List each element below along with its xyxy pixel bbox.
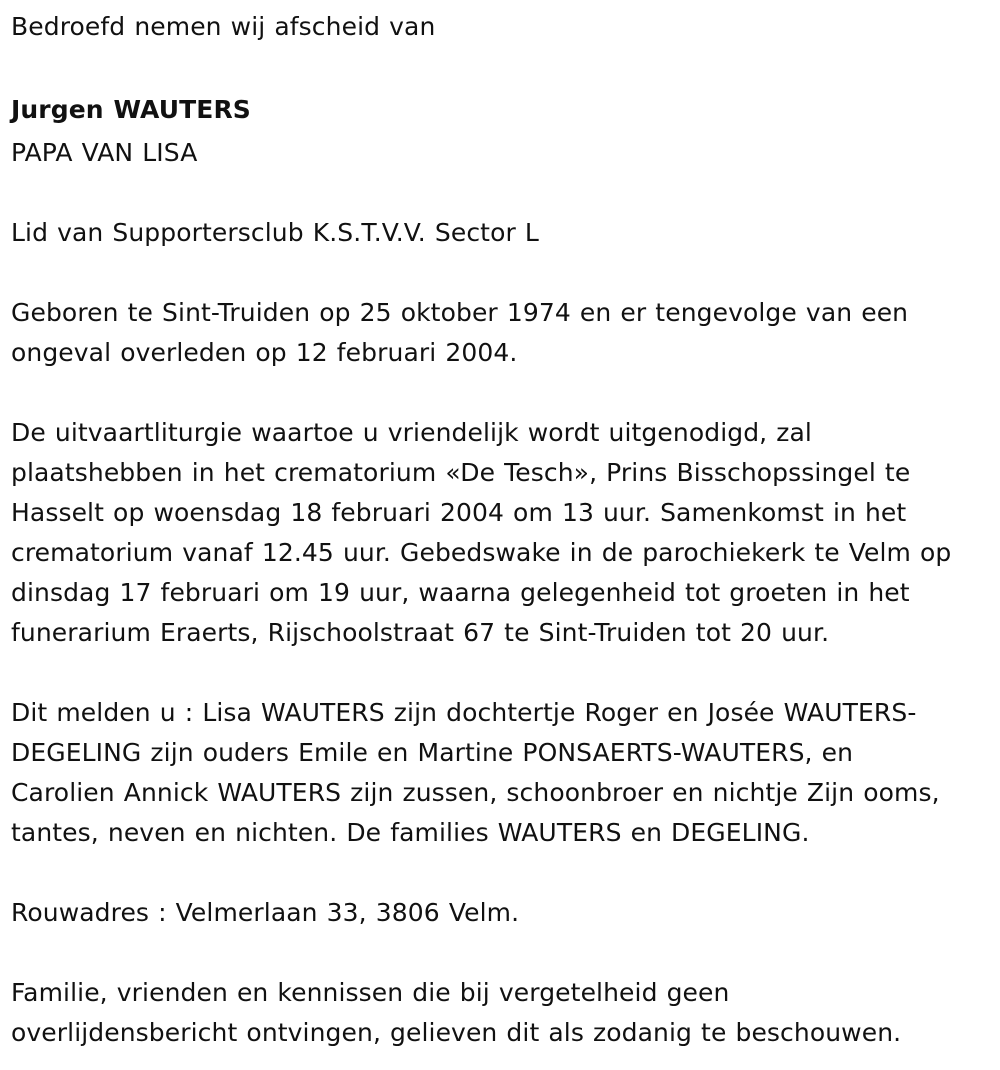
- subtitle-text: PAPA VAN LISA: [11, 138, 198, 167]
- paragraph-line: Carolien Annick WAUTERS zijn zussen, schoonbroer en nichtje Zijn ooms,: [11, 778, 940, 807]
- paragraph-line: Hasselt op woensdag 18 februari 2004 om 13 uur. Samenkomst in het: [11, 498, 907, 527]
- intro-text: Bedroefd nemen wij afscheid van: [11, 12, 436, 41]
- paragraph-line: dinsdag 17 februari om 19 uur, waarna gelegenheid tot groeten in het: [11, 578, 910, 607]
- spacer: [11, 373, 1000, 413]
- paragraph-line: crematorium vanaf 12.45 uur. Gebedswake in de parochiekerk te Velm op: [11, 538, 952, 567]
- deceased-name: Jurgen WAUTERS: [11, 95, 251, 124]
- spacer: [11, 253, 1000, 293]
- funeral-paragraph: [11, 413, 1000, 653]
- announcement-paragraph: [11, 693, 1000, 853]
- spacer: [11, 173, 1000, 213]
- birth-paragraph: [11, 293, 1000, 373]
- closing-paragraph: [11, 973, 1000, 1053]
- paragraph-line: DEGELING zijn ouders Emile en Martine PONSAERTS-WAUTERS, en: [11, 738, 854, 767]
- membership-text: Lid van Supportersclub K.S.T.V.V. Sector L: [11, 218, 539, 247]
- spacer: [11, 653, 1000, 693]
- paragraph-line: tantes, neven en nichten. De families WAUTERS en DEGELING.: [11, 818, 810, 847]
- paragraph-line: Geboren te Sint-Truiden op 25 oktober 1974 en er tengevolge van een: [11, 298, 909, 327]
- paragraph-line: plaatshebben in het crematorium «De Tesch», Prins Bisschopssingel te: [11, 458, 911, 487]
- paragraph-line: De uitvaartliturgie waartoe u vriendelijk wordt uitgenodigd, zal: [11, 418, 812, 447]
- paragraph-line: funerarium Eraerts, Rijschoolstraat 67 te Sint-Truiden tot 20 uur.: [11, 618, 830, 647]
- paragraph-line: overlijdensbericht ontvingen, gelieven dit als zodanig te beschouwen.: [11, 1018, 902, 1047]
- paragraph-line: Familie, vrienden en kennissen die bij vergetelheid geen: [11, 978, 730, 1007]
- spacer: [11, 853, 1000, 893]
- mourning-address: Rouwadres : Velmerlaan 33, 3806 Velm.: [11, 898, 520, 927]
- paragraph-line: Dit melden u : Lisa WAUTERS zijn dochtertje Roger en Josée WAUTERS-: [11, 698, 917, 727]
- spacer: [11, 933, 1000, 973]
- paragraph-line: ongeval overleden op 12 februari 2004.: [11, 338, 518, 367]
- spacer: [11, 47, 1000, 87]
